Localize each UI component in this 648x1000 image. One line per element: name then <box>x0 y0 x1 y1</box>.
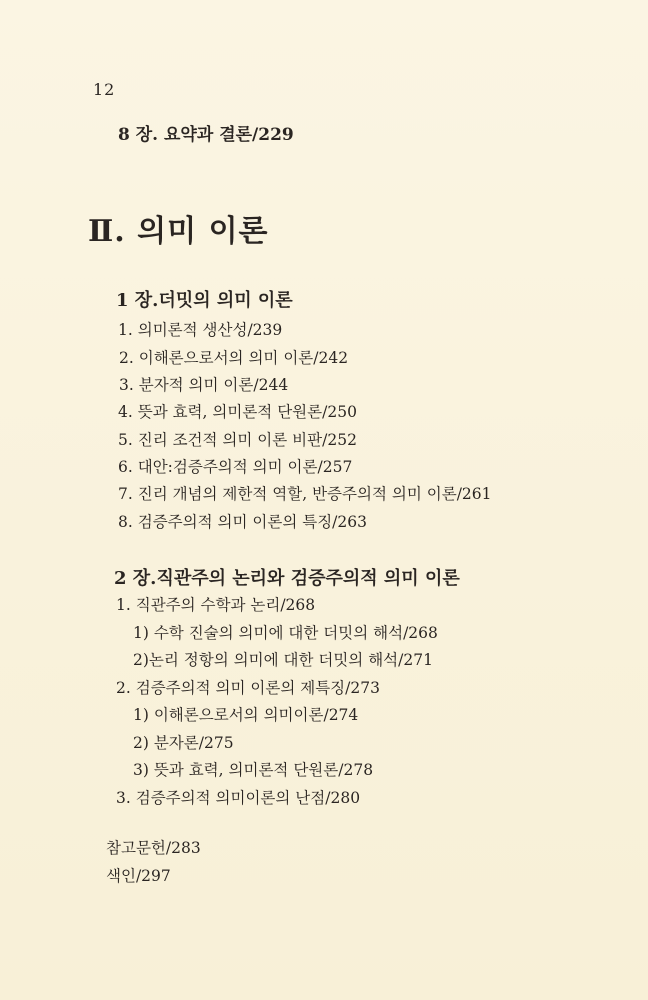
toc-item: 2. 검증주의적 의미 이론의 제특징/273 <box>116 679 380 697</box>
toc-item: 3. 검증주의적 의미이론의 난점/280 <box>116 789 361 807</box>
toc-item: 8. 검증주의적 의미 이론의 특징/263 <box>118 513 367 531</box>
toc-references: 참고문헌/283 <box>106 839 201 857</box>
toc-item: 7. 진리 개념의 제한적 역할, 반증주의적 의미 이론/261 <box>118 485 492 503</box>
toc-chapter-8: 8 장. 요약과 결론/229 <box>118 125 294 145</box>
toc-subitem: 3) 뜻과 효력, 의미론적 단원론/278 <box>133 761 374 779</box>
toc-subitem: 1) 수학 진술의 의미에 대한 더밋의 해석/268 <box>133 624 438 642</box>
toc-item: 5. 진리 조건적 의미 이론 비판/252 <box>118 431 357 449</box>
toc-item: 1. 의미론적 생산성/239 <box>118 321 283 339</box>
toc-subitem: 2) 분자론/275 <box>133 734 234 752</box>
toc-item: 3. 분자적 의미 이론/244 <box>119 376 289 394</box>
page-number: 12 <box>93 80 116 99</box>
toc-item: 4. 뜻과 효력, 의미론적 단원론/250 <box>118 403 357 421</box>
toc-item: 2. 이해론으로서의 의미 이론/242 <box>119 349 349 367</box>
chapter-2-heading: 2 장.직관주의 논리와 검증주의적 의미 이론 <box>114 568 460 589</box>
toc-item: 1. 직관주의 수학과 논리/268 <box>116 596 316 614</box>
toc-subitem: 1) 이해론으로서의 의미이론/274 <box>133 706 359 724</box>
chapter-1-heading: 1 장.더밋의 의미 이론 <box>116 290 293 311</box>
toc-item: 6. 대안:검증주의적 의미 이론/257 <box>118 458 353 476</box>
toc-subitem: 2)논리 정항의 의미에 대한 더밋의 해석/271 <box>133 651 433 669</box>
part-title: Ⅱ. 의미 이론 <box>88 214 269 249</box>
toc-index: 색인/297 <box>106 867 171 885</box>
